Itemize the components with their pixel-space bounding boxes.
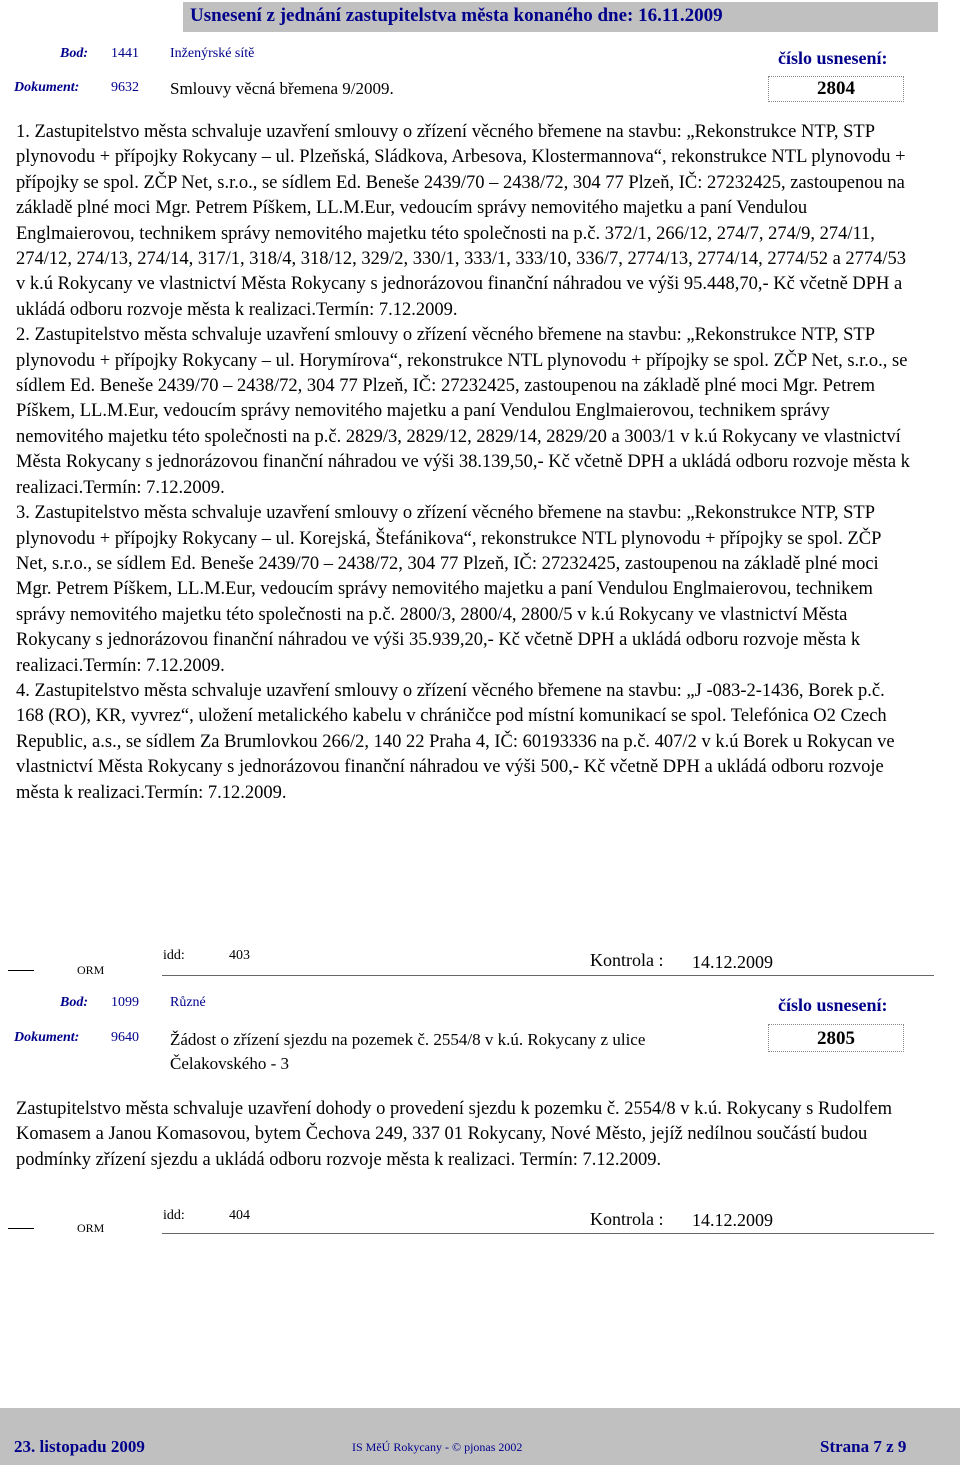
dokument-label: Dokument: xyxy=(14,1030,80,1045)
bod-title: Různé xyxy=(170,995,206,1010)
page-number: Strana 7 z 9 xyxy=(820,1437,907,1456)
bod-title: Inženýrské sítě xyxy=(170,46,255,61)
footer-date: 23. listopadu 2009 xyxy=(14,1437,145,1456)
bod-number: 1099 xyxy=(111,995,139,1010)
resolution-paragraph: 4. Zastupitelstvo města schvaluje uzavření smlouvy o zřízení věcného břemene na stavbu: „J -083-2-1436, Borek p.č. 168 (RO), KR, vyvrez“, uložení metalického kabelu v chráničce pod místní komunikací se spol. Telefónica O2 Czech Republic, a.s., se sídlem Za Brumlovkou 266/2, 140 22 Praha 4, IČ: 60193336 na p.č. 407/2 v k.ú Borek u Rokycan ve vlastnictví Města Rokycany s jednorázovou finanční náhradou ve výši 500,- Kč včetně DPH a ukládá odboru rozvoje města k realizaci.Termín: 7.12.2009. xyxy=(16,680,895,803)
dokument-title: Smlouvy věcná břemena 9/2009. xyxy=(170,79,394,98)
dokument-title: Žádost o zřízení sjezdu na pozemek č. 2554/8 v k.ú. Rokycany z ulice Čelakovského - 3 xyxy=(170,1030,646,1073)
idd-label: idd: xyxy=(163,1208,185,1223)
resolution-paragraph: 3. Zastupitelstvo města schvaluje uzavření smlouvy o zřízení věcného břemene na stavbu: „Rekonstrukce NTP, STP plynovodu + přípojky Rokycany – ul. Korejská, Štefánikova“, rekonstrukce NTL plynovodu + přípojky se spol. ZČP Net, s.r.o., se sídlem Ed. Beneše 2439/70 – 2438/72, 304 77 Plzeň, IČ: 27232425, zastoupenou na základě plné moci Mgr. Petrem Píškem, LL.M.Eur, vedoucím správy nemovitého majetku a paní Vendulou Englmaierovou, technikem správy nemovitého majetku této společnosti na p.č. 2800/3, 2800/4, 2800/5 v k.ú Rokycany ve vlastnictví Města Rokycany s jednorázovou finanční náhradou ve výši 35.939,20,- Kč včetně DPH a ukládá odboru rozvoje města k realizaci.Termín: 7.12.2009. xyxy=(16,503,881,676)
resolution-paragraph: 1. Zastupitelstvo města schvaluje uzavření smlouvy o zřízení věcného břemene na stavbu: „Rekonstrukce NTP, STP plynovodu + přípojky Rokycany – ul. Plzeňská, Sládkova, Arbesova, Klostermannova“, rekonstrukce NTL plynovodu + přípojky se spol. ZČP Net, s.r.o., se sídlem Ed. Beneše 2439/70 – 2438/72, 304 77 Plzeň, IČ: 27232425, zastoupenou na základě plné moci Mgr. Petrem Píškem, LL.M.Eur, vedoucím správy nemovitého majetku a paní Vendulou Englmaierovou, technikem správy nemovitého majetku této společnosti na p.č. 372/1, 266/12, 274/7, 274/9, 274/11, 274/12, 274/13, 274/14, 317/1, 318/4, 318/12, 329/2, 330/1, 333/1, 333/10, 336/7, 2774/13, 2774/14, 2774/52 a 2774/53 v k.ú Rokycany ve vlastnictví Města Rokycany s jednorázovou finanční náhradou ve výši 95.448,70,- Kč včetně DPH a ukládá odboru rozvoje města k realizaci.Termín: 7.12.2009. xyxy=(16,122,907,320)
resolution-number: 2804 xyxy=(817,78,855,99)
kontrola-date: 14.12.2009 xyxy=(692,1210,773,1230)
bod-label: Bod: xyxy=(60,46,88,61)
idd-value: 404 xyxy=(229,1208,250,1223)
kontrola-label: Kontrola : xyxy=(590,950,664,970)
dokument-number: 9640 xyxy=(111,1030,139,1045)
bod-number: 1441 xyxy=(111,46,139,61)
department-code: ORM xyxy=(77,963,105,977)
footer-copyright: IS MěÚ Rokycany - © pjonas 2002 xyxy=(352,1440,523,1454)
bod-label: Bod: xyxy=(60,995,88,1010)
kontrola-label: Kontrola : xyxy=(590,1209,664,1229)
resolution-number: 2805 xyxy=(817,1028,855,1049)
dokument-number: 9632 xyxy=(111,80,139,95)
separator-line xyxy=(162,1233,934,1234)
signature-line xyxy=(8,970,34,971)
resolution-number-box xyxy=(768,76,904,102)
page-title: Usnesení z jednání zastupitelstva města konaného dne: 16.11.2009 xyxy=(190,5,723,26)
signature-line xyxy=(8,1228,34,1229)
dokument-label: Dokument: xyxy=(14,80,80,95)
resolution-paragraph: Zastupitelstvo města schvaluje uzavření dohody o provedení sjezdu k pozemku č. 2554/8 v k.ú. Rokycany s Rudolfem Komasem a Janou Komasovou, bytem Čechova 249, 337 01 Rokycany, Nové Město, jejíž nedílnou součástí budou podmínky zřízení sjezdu a ukládá odboru rozvoje města k realizaci. Termín: 7.12.2009. xyxy=(16,1099,892,1170)
department-code: ORM xyxy=(77,1221,105,1235)
separator-line xyxy=(162,975,934,976)
idd-label: idd: xyxy=(163,948,185,963)
resolution-paragraph: 2. Zastupitelstvo města schvaluje uzavření smlouvy o zřízení věcného břemene na stavbu: „Rekonstrukce NTP, STP plynovodu + přípojky Rokycany – ul. Horymírova“, rekonstrukce NTL plynovodu + přípojky se spol. ZČP Net, s.r.o., se sídlem Ed. Beneše 2439/70 – 2438/72, 304 77 Plzeň, IČ: 27232425, zastoupenou na základě plné moci Mgr. Petrem Píškem, LL.M.Eur, vedoucím správy nemovitého majetku a paní Vendulou Englmaierovou, technikem správy nemovitého majetku této společnosti na p.č. 2829/3, 2829/12, 2829/14, 2829/20 a 3003/1 v k.ú Rokycany ve vlastnictví Města Rokycany s jednorázovou finanční náhradou ve výši 38.139,50,- Kč včetně DPH a ukládá odboru rozvoje města k realizaci.Termín: 7.12.2009. xyxy=(16,325,910,498)
resolution-text xyxy=(16,1097,916,1173)
idd-value: 403 xyxy=(229,948,250,963)
resolution-number-box xyxy=(768,1024,904,1052)
resolution-text xyxy=(16,120,916,806)
kontrola-date: 14.12.2009 xyxy=(692,952,773,972)
resolution-number-label: číslo usnesení: xyxy=(778,995,888,1015)
resolution-number-label: číslo usnesení: xyxy=(778,48,888,68)
